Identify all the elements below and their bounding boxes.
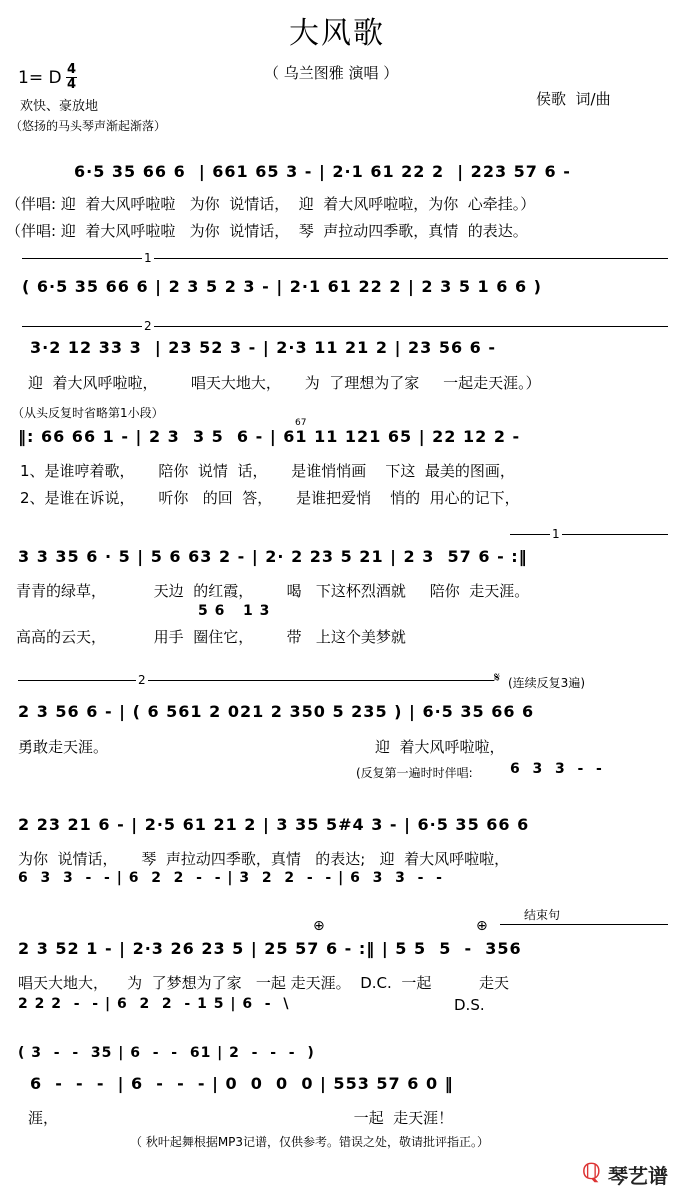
upper-notes-system-9: ( 3 - - 35 | 6 - - 61 | 2 - - - ) [18, 1045, 315, 1061]
segno-note: (连续反复3遍) [508, 676, 585, 690]
credits: 侯歌 词/曲 [536, 90, 611, 108]
page-title: 大风歌 [289, 16, 385, 51]
intro-note: （悠扬的马头琴声渐起渐落） [10, 119, 167, 133]
lyric-system-4-line-1: 1、是谁哼着歌， 陪你 说情 话， 是谁悄悄画 下这 最美的图画， [20, 462, 515, 480]
volta-number: 2 [138, 673, 146, 687]
backing-label: (反复第一遍时时伴唱: [356, 766, 477, 780]
backing-notes-system-7: 6 3 3 - - | 6 2 2 - - | 3 2 2 - - | 6 3 3 - - [18, 870, 443, 886]
notes-system-9: 6 - - - | 6 - - - | 0 0 0 0 | 553 57 6 0 ‖ [30, 1074, 454, 1093]
key-signature: 1= D [18, 68, 62, 88]
footer-note: （ 秋叶起舞根据MP3记谱，仅供参考。错误之处，敬请批评指正。） [130, 1135, 490, 1149]
volta-bracket-2 [22, 326, 668, 327]
logo: 琴艺谱 [608, 1164, 668, 1188]
lyric-system-5-line-1: 青青的绿草， 天边 的红霞， 喝 下这杯烈酒就 陪你 走天涯。 [16, 582, 530, 600]
notes-system-7: 2 23 21 6 - | 2·5 61 21 2 | 3 35 5#4 3 - | 6·5 35 66 6 [18, 815, 530, 834]
notes-system-8: 2 3 52 1 - | 2·3 26 23 5 | 25 57 6 - :‖ | 5 5 5 - 356 [18, 939, 522, 958]
volta-bracket-1 [22, 258, 668, 259]
tempo-marking: 欢快、豪放地 [20, 99, 99, 114]
ds-marking: D.S. [454, 996, 485, 1014]
volta-bracket-2 [18, 680, 494, 681]
alternate-notes: 5 6 1 3 [198, 603, 271, 619]
lyric-system-5-line-2: 高高的云天， 用手 圈住它， 带 上这个美梦就 [16, 628, 406, 646]
repeat-note: （从头反复时省略第1小段） [12, 406, 164, 420]
notes-system-5: 3 3 35 6 · 5 | 5 6 63 2 - | 2· 2 23 5 21 | 2 3 57 6 - :‖ [18, 547, 528, 566]
segno-icon: 𝄋 [494, 670, 501, 686]
logo-icon: ℚ [582, 1160, 601, 1185]
backing-notes-system-6: 6 3 3 - - [510, 761, 603, 777]
volta-number: 1 [144, 251, 152, 265]
lyric-system-4-line-2: 2、是谁在诉说， 听你 的回 答， 是谁把爱悄 悄的 用心的记下， [20, 489, 520, 507]
notes-system-4: ‖: 66 66 1 - | 2 3 3 5 6 - | 61 11 121 65 | 22 12 2 - [18, 427, 521, 446]
ending-label: 结束句 [524, 908, 561, 922]
ending-bracket [500, 924, 668, 925]
notes-system-2: ( 6·5 35 66 6 | 2 3 5 2 3 - | 2·1 61 22 2 | 2 3 5 1 6 6 ) [22, 277, 542, 296]
volta-bracket-1 [510, 534, 668, 535]
notes-system-1: 6·5 35 66 6 | 661 65 3 - | 2·1 61 22 2 | 223 57 6 - [74, 162, 571, 181]
notes-system-6: 2 3 56 6 - | ( 6 561 2 021 2 350 5 235 ) | 6·5 35 66 6 [18, 702, 535, 721]
time-signature-top: 4 [67, 62, 77, 77]
volta-number: 2 [144, 319, 152, 333]
volta-number: 1 [552, 527, 560, 541]
backing-notes-system-8: 2 2 2 - - | 6 2 2 - 1 5 | 6 - \ [18, 996, 290, 1012]
lyric-system-3: 迎 着大风呼啦啦， 唱天大地大， 为 了理想为了家 一起走天涯。） [28, 374, 541, 392]
lyric-system-8: 唱天大地大， 为 了梦想为了家 一起 走天涯。 D.C. 一起 走天 [18, 974, 509, 992]
notes-system-3: 3·2 12 33 3 | 23 52 3 - | 2·3 11 21 2 | 23 56 6 - [30, 338, 496, 357]
lyric-system-1-line-1: （伴唱: 迎 着大风呼啦啦 为你 说情话， 迎 着大风呼啦啦，为你 心牵挂。） [6, 195, 536, 213]
grace-notes: 67 [295, 418, 307, 428]
lyric-system-9: 涯， 一起 走天涯！ [28, 1109, 454, 1127]
lyric-system-7: 为你 说情话， 琴 声拉动四季歌，真情 的表达; 迎 着大风呼啦啦， [18, 850, 510, 868]
lyric-system-1-line-2: （伴唱: 迎 着大风呼啦啦 为你 说情话， 琴 声拉动四季歌，真情 的表达。 [6, 222, 528, 240]
lyric-system-6: 勇敢走天涯。 迎 着大风呼啦啦， [18, 738, 505, 756]
coda-icon: ⊕ [476, 918, 488, 934]
time-signature-bottom: 4 [67, 77, 77, 92]
coda-icon: ⊕ [313, 918, 325, 934]
performer: （ 乌兰图雅 演唱 ） [264, 64, 399, 82]
